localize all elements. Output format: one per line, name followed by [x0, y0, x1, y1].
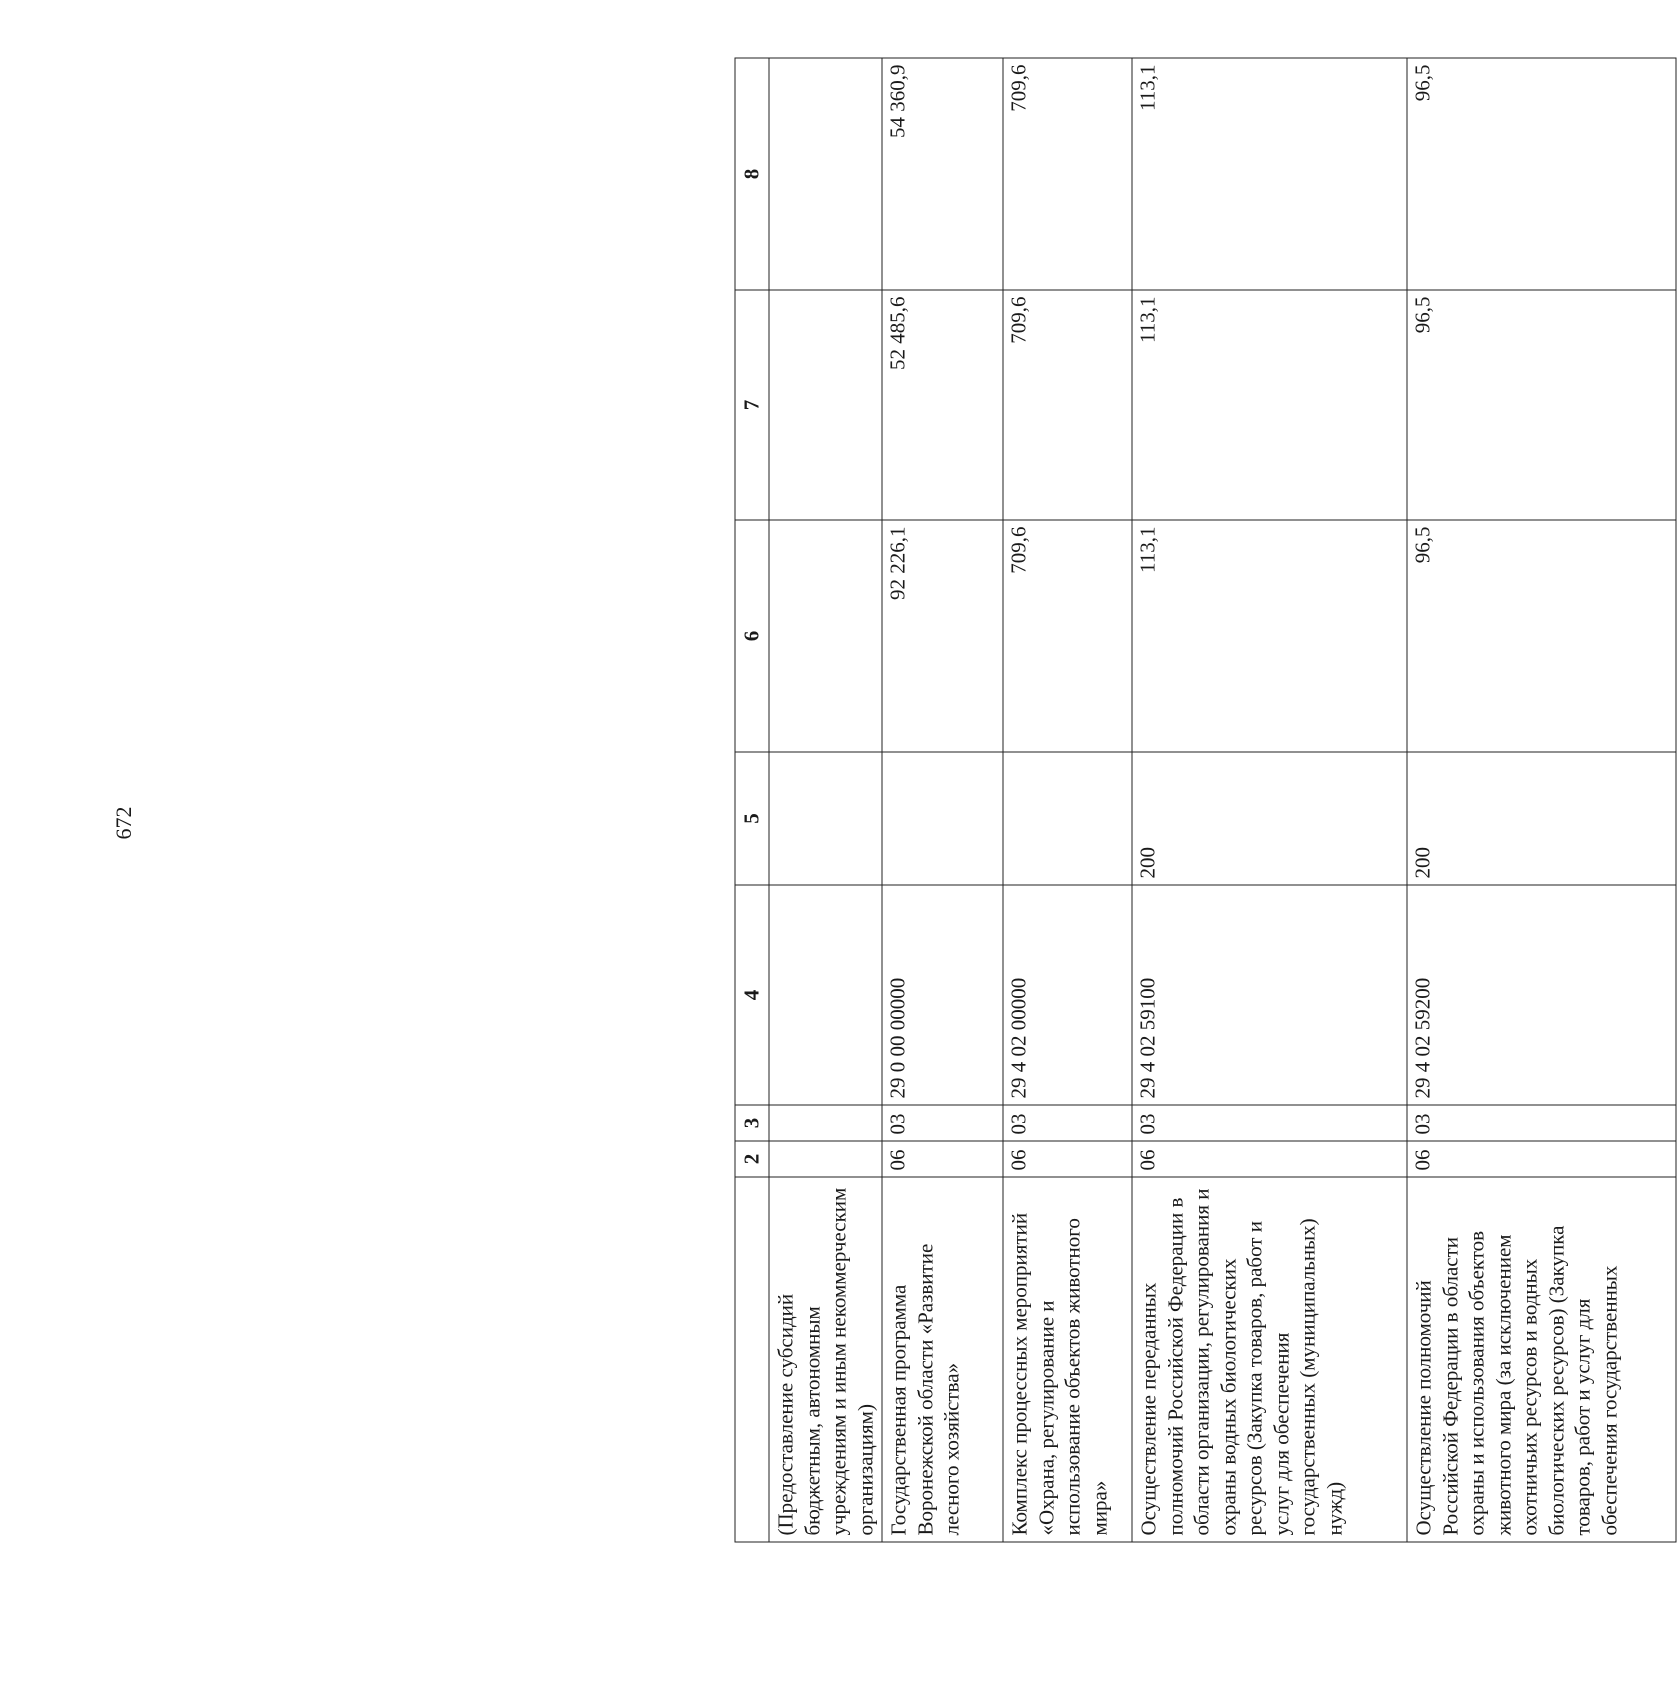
header-col-2: 2 — [735, 1141, 769, 1177]
row-target-code: 29 4 02 59100 — [1132, 885, 1407, 1105]
row-target-code: 29 4 02 59200 — [1407, 885, 1676, 1105]
table-row — [1132, 58, 1407, 1542]
row-name: (Предоставление субсидий бюджетным, автономным учреждениям и иным некоммерческим организациям) — [769, 1177, 882, 1542]
table-row — [882, 58, 1003, 1542]
header-col-3: 3 — [735, 1105, 769, 1141]
row-amount-2: 113,1 — [1132, 290, 1407, 520]
row-amount-2: 52 485,6 — [882, 290, 1003, 520]
row-amount-2: 96,5 — [1407, 290, 1676, 520]
header-col-8: 8 — [735, 58, 769, 290]
row-amount-3: 96,5 — [1407, 58, 1676, 290]
row-amount-1: 113,1 — [1132, 520, 1407, 752]
row-subsection — [769, 1105, 882, 1141]
row-name: Комплекс процессных мероприятий «Охрана, регулирование и использование объектов животного мира» — [1003, 1177, 1132, 1542]
row-section: 06 — [1132, 1141, 1407, 1177]
page-number: 672 — [111, 806, 136, 840]
header-col-1 — [735, 1177, 769, 1542]
row-amount-2: 709,6 — [1003, 290, 1132, 520]
row-section: 06 — [882, 1141, 1003, 1177]
header-col-7: 7 — [735, 290, 769, 520]
table-row — [1003, 58, 1132, 1542]
header-col-5: 5 — [735, 752, 769, 885]
row-amount-3: 54 360,9 — [882, 58, 1003, 290]
budget-table-rotated — [735, 59, 1660, 1543]
row-amount-1: 709,6 — [1003, 520, 1132, 752]
row-expense-type — [882, 752, 1003, 885]
row-target-code: 29 4 02 00000 — [1003, 885, 1132, 1105]
row-amount-1: 96,5 — [1407, 520, 1676, 752]
row-section — [769, 1141, 882, 1177]
row-subsection: 03 — [1407, 1105, 1676, 1141]
row-name: Осуществление полномочий Российской Федерации в области охраны и использования объектов животного мира (за исключением охотничьих ресурсов и водных биологических ресурсов) (Закупка товаров, работ и услуг для обеспечения государственных — [1407, 1177, 1676, 1542]
row-amount-2 — [769, 290, 882, 520]
row-amount-3 — [769, 58, 882, 290]
row-section: 06 — [1407, 1141, 1676, 1177]
row-name: Государственная программа Воронежской области «Развитие лесного хозяйства» — [882, 1177, 1003, 1542]
row-subsection: 03 — [1003, 1105, 1132, 1141]
header-col-6: 6 — [735, 520, 769, 752]
row-expense-type — [1003, 752, 1132, 885]
table-header-row — [735, 58, 769, 1542]
table-row — [769, 58, 882, 1542]
row-expense-type: 200 — [1407, 752, 1676, 885]
row-amount-1: 92 226,1 — [882, 520, 1003, 752]
row-expense-type — [769, 752, 882, 885]
row-section: 06 — [1003, 1141, 1132, 1177]
budget-table — [735, 58, 1677, 1543]
row-expense-type: 200 — [1132, 752, 1407, 885]
row-amount-3: 113,1 — [1132, 58, 1407, 290]
row-name: Осуществление переданных полномочий Российской Федерации в области организации, регулирования и охраны водных биологических ресурсов (Закупка товаров, работ и услуг для обеспечения государственных (муниципальных) нужд) — [1132, 1177, 1407, 1542]
table-row — [1407, 58, 1676, 1542]
row-amount-3: 709,6 — [1003, 58, 1132, 290]
row-target-code — [769, 885, 882, 1105]
row-subsection: 03 — [1132, 1105, 1407, 1141]
row-subsection: 03 — [882, 1105, 1003, 1141]
row-target-code: 29 0 00 00000 — [882, 885, 1003, 1105]
row-amount-1 — [769, 520, 882, 752]
header-col-4: 4 — [735, 885, 769, 1105]
